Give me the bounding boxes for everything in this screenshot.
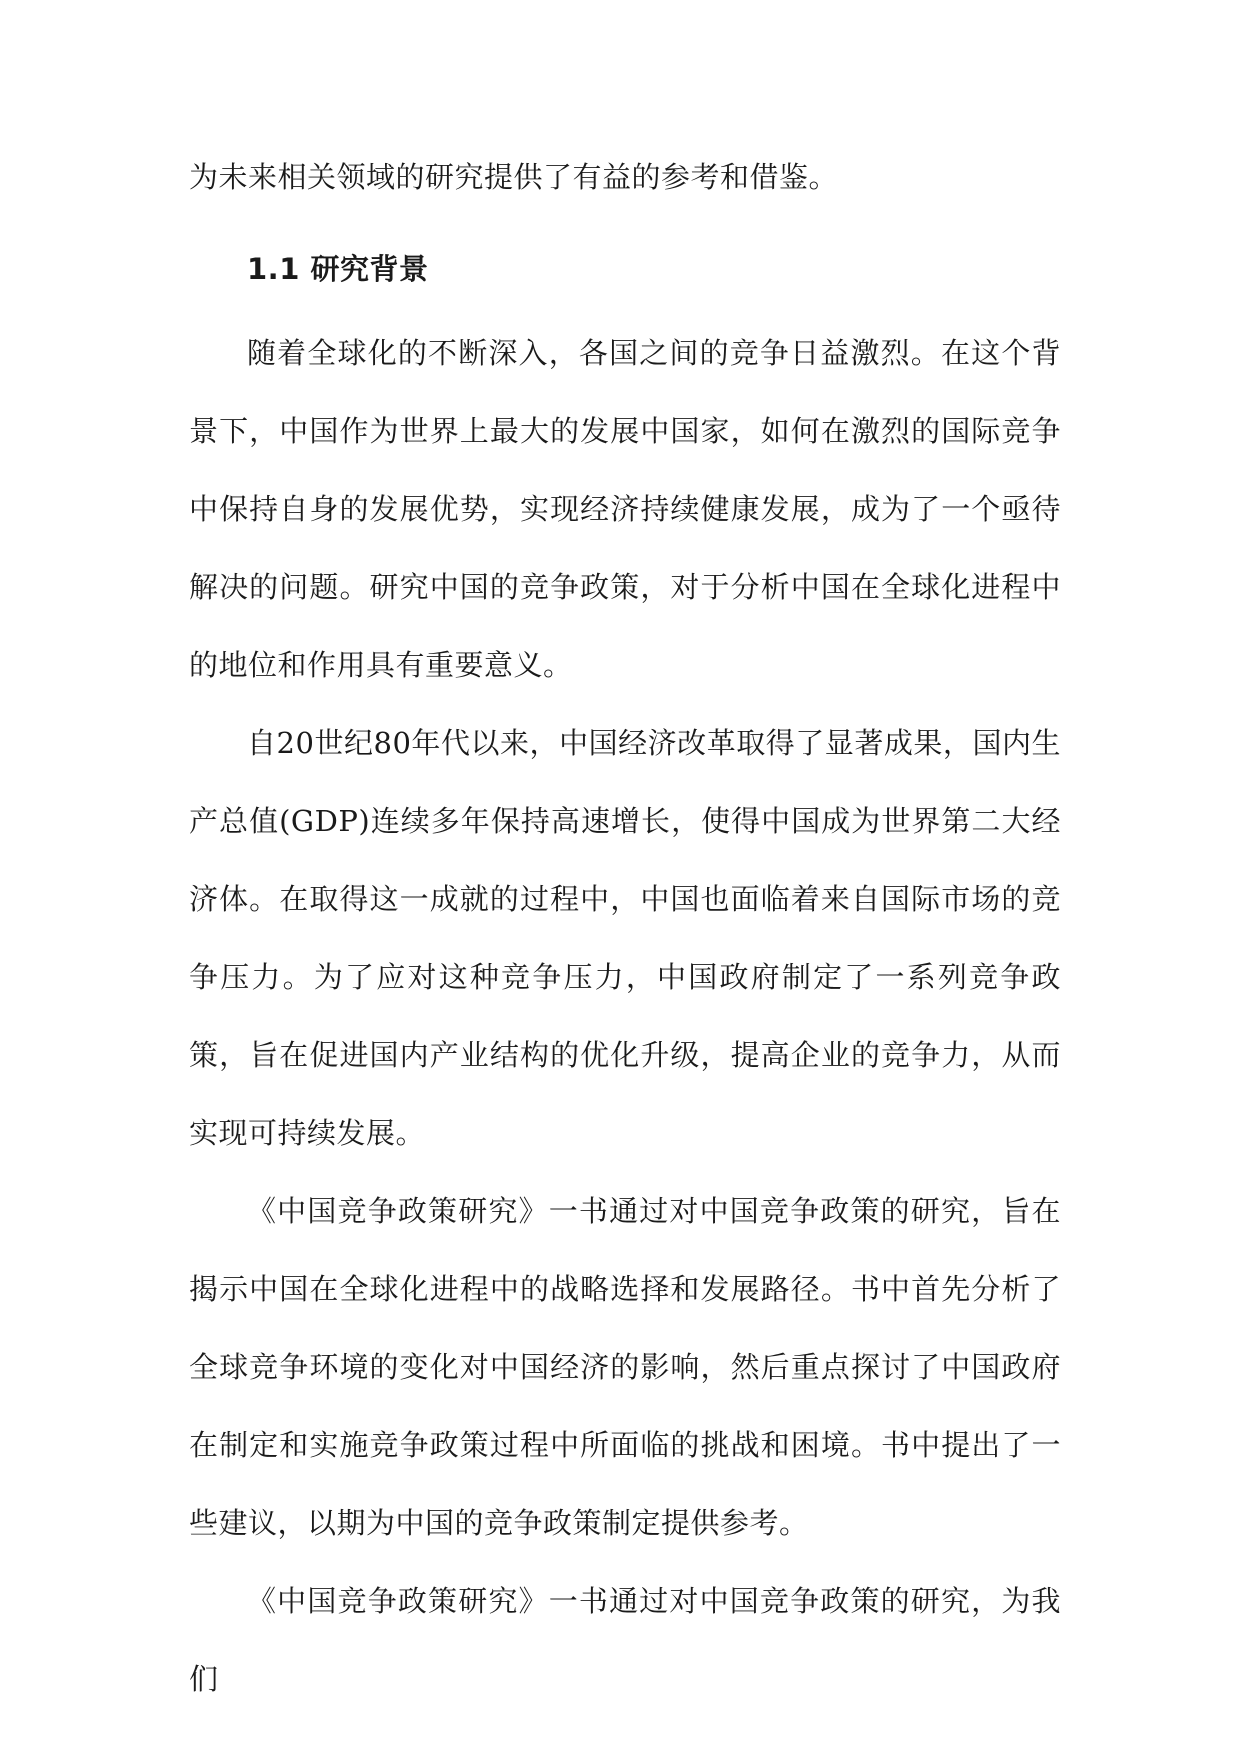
body-paragraph-4: 《中国竞争政策研究》一书通过对中国竞争政策的研究，为我们 <box>189 1584 1061 1696</box>
intro-tail-paragraph: 为未来相关领域的研究提供了有益的参考和借鉴。 <box>189 160 839 194</box>
section-heading: 1.1 研究背景 <box>247 252 429 286</box>
body-paragraph-1: 随着全球化的不断深入，各国之间的竞争日益激烈。在这个背景下，中国作为世界上最大的发展中国家，如何在激烈的国际竞争中保持自身的发展优势，实现经济持续健康发展，成为了一个亟待解决的问题。研究中国的竞争政策，对于分析中国在全球化进程中的地位和作用具有重要意义。 <box>189 336 1061 682</box>
body-paragraph-3: 《中国竞争政策研究》一书通过对中国竞争政策的研究，旨在揭示中国在全球化进程中的战略选择和发展路径。书中首先分析了全球竞争环境的变化对中国经济的影响，然后重点探讨了中国政府在制定和实施竞争政策过程中所面临的挑战和困境。书中提出了一些建议，以期为中国的竞争政策制定提供参考。 <box>189 1194 1061 1540</box>
document-body <box>189 138 1061 1718</box>
body-paragraph-2: 自20世纪80年代以来，中国经济改革取得了显著成果，国内生产总值(GDP)连续多年保持高速增长，使得中国成为世界第二大经济体。在取得这一成就的过程中，中国也面临着来自国际市场的竞争压力。为了应对这种竞争压力，中国政府制定了一系列竞争政策，旨在促进国内产业结构的优化升级，提高企业的竞争力，从而实现可持续发展。 <box>189 726 1061 1150</box>
